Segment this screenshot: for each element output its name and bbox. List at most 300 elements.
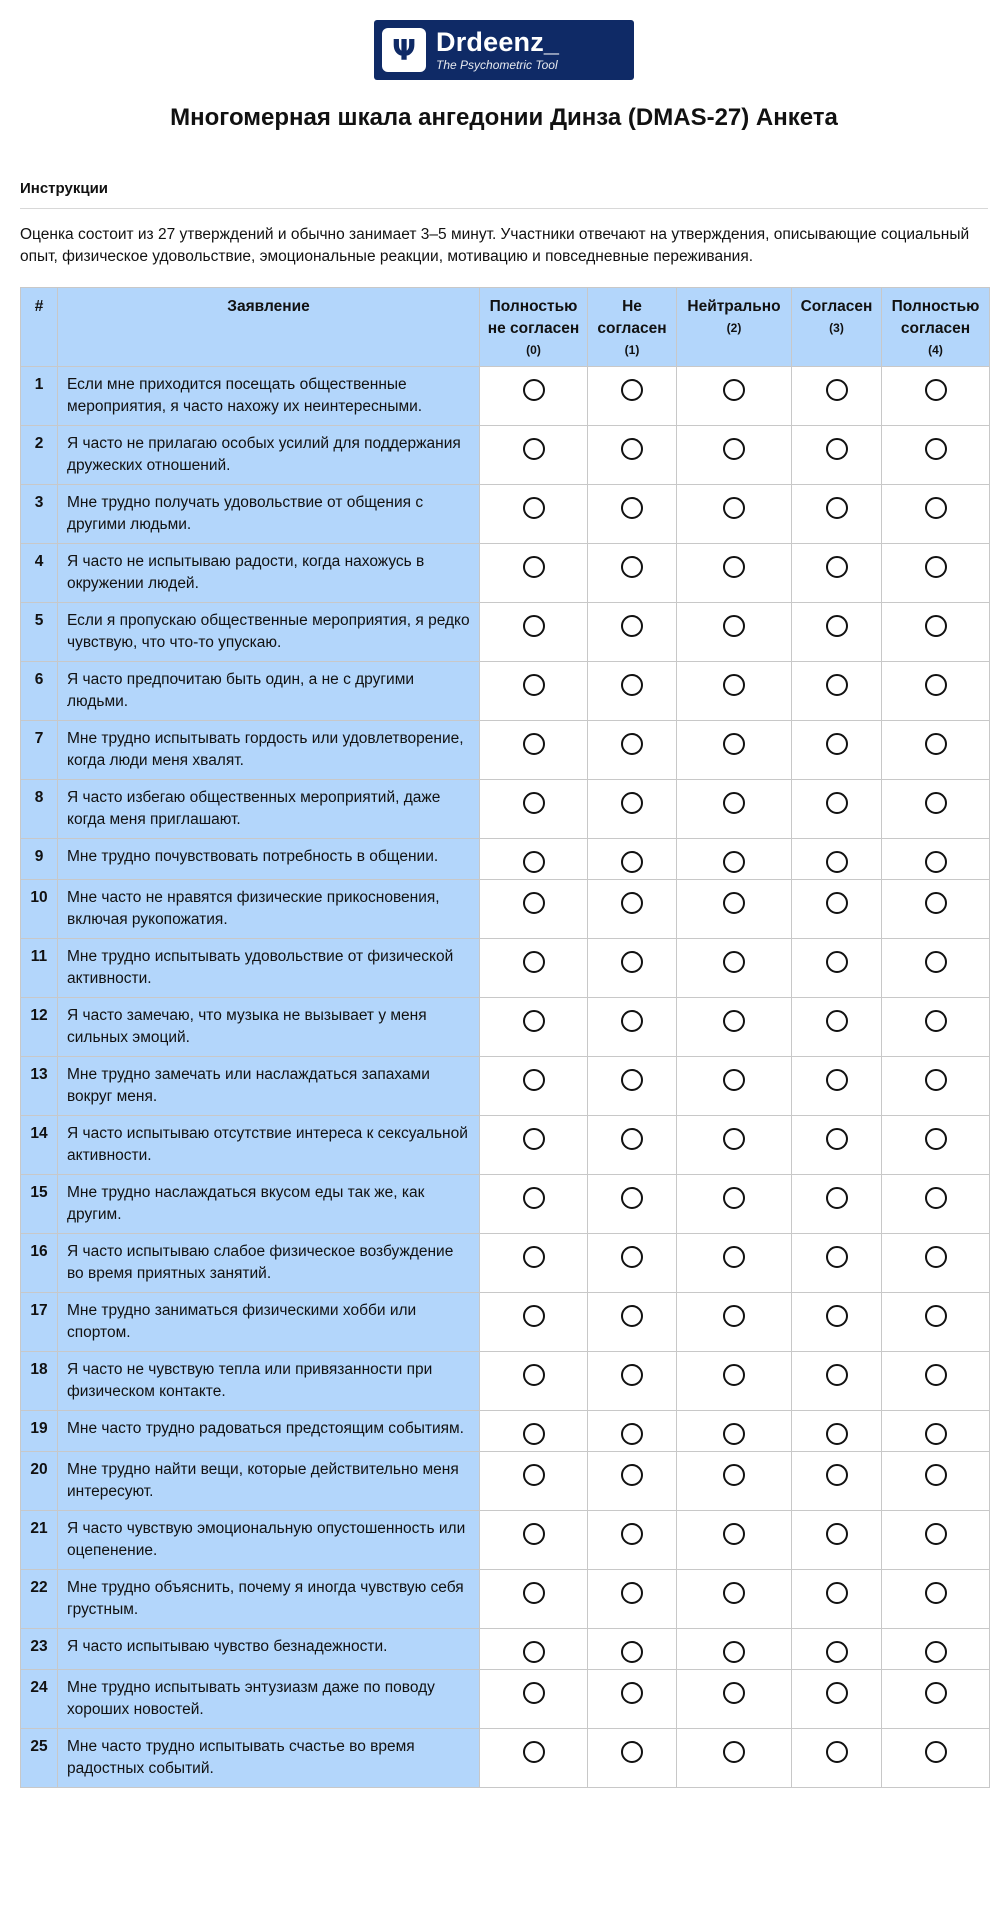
option-cell xyxy=(792,1670,882,1729)
option-cell xyxy=(882,1175,990,1234)
radio-option-4[interactable] xyxy=(925,1010,947,1032)
option-label: Нейтрально xyxy=(687,298,781,315)
option-cell xyxy=(677,485,792,544)
radio-option-1[interactable] xyxy=(621,1741,643,1763)
radio-option-4[interactable] xyxy=(925,1187,947,1209)
item-number: 23 xyxy=(21,1629,58,1670)
radio-option-4[interactable] xyxy=(925,892,947,914)
option-code: (3) xyxy=(829,321,844,335)
radio-option-2[interactable] xyxy=(723,1641,745,1663)
option-cell xyxy=(480,1293,588,1352)
item-number: 21 xyxy=(21,1511,58,1570)
radio-option-0[interactable] xyxy=(523,1464,545,1486)
radio-option-3[interactable] xyxy=(826,892,848,914)
table-row xyxy=(21,1670,990,1729)
option-cell xyxy=(882,1629,990,1670)
radio-option-0[interactable] xyxy=(523,497,545,519)
statement-text: Я часто испытываю слабое физическое возбуждение во время приятных занятий. xyxy=(58,1234,480,1293)
radio-option-3[interactable] xyxy=(826,1305,848,1327)
radio-option-1[interactable] xyxy=(621,1464,643,1486)
option-cell xyxy=(677,721,792,780)
radio-option-0[interactable] xyxy=(523,379,545,401)
option-cell xyxy=(480,998,588,1057)
radio-option-3[interactable] xyxy=(826,733,848,755)
option-code: (2) xyxy=(726,321,742,335)
option-cell xyxy=(677,1511,792,1570)
option-cell xyxy=(588,367,677,426)
radio-option-3[interactable] xyxy=(826,1010,848,1032)
table-row xyxy=(21,1629,990,1670)
radio-option-0[interactable] xyxy=(523,1187,545,1209)
instructions-text: Оценка состоит из 27 утверждений и обычно занимает 3–5 минут. Участники отвечают на утверждения, описывающие социальный опыт, физическое удовольствие, эмоциональные реакции, мотивацию и повседневные переживания. xyxy=(20,226,970,265)
radio-option-4[interactable] xyxy=(925,1069,947,1091)
table-row xyxy=(21,1570,990,1629)
radio-option-4[interactable] xyxy=(925,792,947,814)
table-row xyxy=(21,1411,990,1452)
option-cell xyxy=(677,939,792,998)
option-cell xyxy=(480,426,588,485)
radio-option-2[interactable] xyxy=(723,1682,745,1704)
option-cell xyxy=(677,1452,792,1511)
option-cell xyxy=(677,603,792,662)
option-cell xyxy=(588,603,677,662)
radio-option-4[interactable] xyxy=(925,556,947,578)
option-code: (4) xyxy=(928,343,943,357)
item-number: 20 xyxy=(21,1452,58,1511)
brand-name: Drdeenz_ xyxy=(436,27,560,57)
option-cell xyxy=(480,939,588,998)
option-cell xyxy=(677,1670,792,1729)
option-cell xyxy=(588,1352,677,1411)
option-cell xyxy=(677,1057,792,1116)
item-number: 10 xyxy=(21,880,58,939)
option-cell xyxy=(882,426,990,485)
option-cell xyxy=(677,1116,792,1175)
statement-text: Если мне приходится посещать общественные мероприятия, я часто нахожу их неинтересными. xyxy=(58,367,480,426)
radio-option-4[interactable] xyxy=(925,1423,947,1445)
radio-option-1[interactable] xyxy=(621,1305,643,1327)
radio-option-2[interactable] xyxy=(723,674,745,696)
item-number: 14 xyxy=(21,1116,58,1175)
radio-option-1[interactable] xyxy=(621,497,643,519)
radio-option-0[interactable] xyxy=(523,792,545,814)
option-cell xyxy=(882,1116,990,1175)
radio-option-3[interactable] xyxy=(826,379,848,401)
radio-option-3[interactable] xyxy=(826,1523,848,1545)
radio-option-0[interactable] xyxy=(523,951,545,973)
table-row xyxy=(21,544,990,603)
option-cell xyxy=(480,1511,588,1570)
radio-option-1[interactable] xyxy=(621,951,643,973)
logo-container xyxy=(0,20,1008,80)
table-row xyxy=(21,780,990,839)
item-number: 16 xyxy=(21,1234,58,1293)
option-cell xyxy=(588,1234,677,1293)
radio-option-0[interactable] xyxy=(523,1741,545,1763)
item-number: 13 xyxy=(21,1057,58,1116)
instructions-heading: Инструкции xyxy=(20,180,109,197)
option-cell xyxy=(480,1352,588,1411)
radio-option-3[interactable] xyxy=(826,1682,848,1704)
statement-text: Мне трудно испытывать гордость или удовлетворение, когда люди меня хвалят. xyxy=(58,721,480,780)
radio-option-4[interactable] xyxy=(925,851,947,873)
radio-option-4[interactable] xyxy=(925,1523,947,1545)
item-number: 11 xyxy=(21,939,58,998)
radio-option-0[interactable] xyxy=(523,615,545,637)
radio-option-3[interactable] xyxy=(826,556,848,578)
option-cell xyxy=(588,1057,677,1116)
radio-option-1[interactable] xyxy=(621,1682,643,1704)
option-cell xyxy=(480,780,588,839)
radio-option-4[interactable] xyxy=(925,951,947,973)
radio-option-1[interactable] xyxy=(621,438,643,460)
option-cell xyxy=(480,1729,588,1788)
option-cell xyxy=(882,1057,990,1116)
option-cell xyxy=(792,1729,882,1788)
radio-option-2[interactable] xyxy=(723,1128,745,1150)
radio-option-3[interactable] xyxy=(826,1641,848,1663)
radio-option-2[interactable] xyxy=(723,851,745,873)
option-cell xyxy=(480,367,588,426)
option-cell xyxy=(792,662,882,721)
table-row xyxy=(21,367,990,426)
option-cell xyxy=(792,1057,882,1116)
radio-option-1[interactable] xyxy=(621,1364,643,1386)
radio-option-1[interactable] xyxy=(621,379,643,401)
radio-option-4[interactable] xyxy=(925,733,947,755)
option-cell xyxy=(480,485,588,544)
radio-option-0[interactable] xyxy=(523,1364,545,1386)
option-cell xyxy=(677,1729,792,1788)
item-number: 17 xyxy=(21,1293,58,1352)
radio-option-0[interactable] xyxy=(523,1682,545,1704)
table-row xyxy=(21,662,990,721)
radio-option-3[interactable] xyxy=(826,1246,848,1268)
item-number: 18 xyxy=(21,1352,58,1411)
option-cell xyxy=(588,485,677,544)
option-cell xyxy=(677,367,792,426)
option-cell xyxy=(677,1234,792,1293)
radio-option-3[interactable] xyxy=(826,1187,848,1209)
statement-text: Я часто испытываю отсутствие интереса к сексуальной активности. xyxy=(58,1116,480,1175)
table-row xyxy=(21,1234,990,1293)
radio-option-1[interactable] xyxy=(621,1187,643,1209)
radio-option-4[interactable] xyxy=(925,1128,947,1150)
option-cell xyxy=(882,1234,990,1293)
radio-option-0[interactable] xyxy=(523,1069,545,1091)
radio-option-2[interactable] xyxy=(723,1069,745,1091)
statement-text: Мне трудно получать удовольствие от общения с другими людьми. xyxy=(58,485,480,544)
radio-option-0[interactable] xyxy=(523,1010,545,1032)
radio-option-1[interactable] xyxy=(621,556,643,578)
radio-option-4[interactable] xyxy=(925,497,947,519)
option-header-4 xyxy=(882,288,990,367)
radio-option-0[interactable] xyxy=(523,1523,545,1545)
radio-option-2[interactable] xyxy=(723,1464,745,1486)
option-cell xyxy=(588,1452,677,1511)
radio-option-1[interactable] xyxy=(621,1582,643,1604)
item-number: 3 xyxy=(21,485,58,544)
statement-text: Мне трудно найти вещи, которые действительно меня интересуют. xyxy=(58,1452,480,1511)
radio-option-2[interactable] xyxy=(723,438,745,460)
table-row xyxy=(21,426,990,485)
option-cell xyxy=(677,1570,792,1629)
option-cell xyxy=(677,1411,792,1452)
radio-option-2[interactable] xyxy=(723,615,745,637)
radio-option-0[interactable] xyxy=(523,733,545,755)
option-cell xyxy=(882,939,990,998)
table-row xyxy=(21,1175,990,1234)
radio-option-0[interactable] xyxy=(523,851,545,873)
radio-option-2[interactable] xyxy=(723,733,745,755)
statement-text: Мне трудно заниматься физическими хобби или спортом. xyxy=(58,1293,480,1352)
psi-icon: Ψ xyxy=(382,28,426,72)
radio-option-3[interactable] xyxy=(826,1364,848,1386)
option-label: Не согласен xyxy=(597,298,667,337)
option-cell xyxy=(792,1175,882,1234)
radio-option-4[interactable] xyxy=(925,1364,947,1386)
num-header: # xyxy=(21,288,58,367)
option-label: Полностью согласен xyxy=(891,298,980,337)
radio-option-2[interactable] xyxy=(723,1187,745,1209)
radio-option-2[interactable] xyxy=(723,1246,745,1268)
option-cell xyxy=(677,1352,792,1411)
option-cell xyxy=(588,1293,677,1352)
radio-option-3[interactable] xyxy=(826,951,848,973)
option-cell xyxy=(677,662,792,721)
option-cell xyxy=(480,880,588,939)
radio-option-4[interactable] xyxy=(925,1682,947,1704)
option-cell xyxy=(882,1729,990,1788)
option-cell xyxy=(588,998,677,1057)
statement-text: Мне трудно испытывать энтузиазм даже по поводу хороших новостей. xyxy=(58,1670,480,1729)
radio-option-1[interactable] xyxy=(621,1523,643,1545)
radio-option-1[interactable] xyxy=(621,615,643,637)
option-cell xyxy=(677,426,792,485)
option-cell xyxy=(480,839,588,880)
radio-option-1[interactable] xyxy=(621,1641,643,1663)
radio-option-3[interactable] xyxy=(826,438,848,460)
option-cell xyxy=(882,1293,990,1352)
statement-text: Я часто замечаю, что музыка не вызывает у меня сильных эмоций. xyxy=(58,998,480,1057)
radio-option-1[interactable] xyxy=(621,792,643,814)
table-row xyxy=(21,1452,990,1511)
option-cell xyxy=(882,1452,990,1511)
table-row xyxy=(21,1116,990,1175)
option-header-1 xyxy=(588,288,677,367)
radio-option-0[interactable] xyxy=(523,1582,545,1604)
option-header-0 xyxy=(480,288,588,367)
radio-option-1[interactable] xyxy=(621,1423,643,1445)
option-cell xyxy=(882,880,990,939)
option-cell xyxy=(882,603,990,662)
radio-option-2[interactable] xyxy=(723,1364,745,1386)
radio-option-3[interactable] xyxy=(826,1741,848,1763)
radio-option-1[interactable] xyxy=(621,1246,643,1268)
radio-option-2[interactable] xyxy=(723,1305,745,1327)
option-cell xyxy=(792,544,882,603)
option-cell xyxy=(677,1175,792,1234)
radio-option-2[interactable] xyxy=(723,1010,745,1032)
item-number: 2 xyxy=(21,426,58,485)
table-row xyxy=(21,939,990,998)
radio-option-1[interactable] xyxy=(621,1128,643,1150)
questionnaire-table xyxy=(20,287,990,1788)
radio-option-0[interactable] xyxy=(523,1305,545,1327)
radio-option-2[interactable] xyxy=(723,379,745,401)
radio-option-4[interactable] xyxy=(925,1246,947,1268)
radio-option-4[interactable] xyxy=(925,1464,947,1486)
table-header-row xyxy=(21,288,990,367)
radio-option-2[interactable] xyxy=(723,1741,745,1763)
radio-option-1[interactable] xyxy=(621,892,643,914)
radio-option-4[interactable] xyxy=(925,1582,947,1604)
option-cell xyxy=(480,603,588,662)
radio-option-1[interactable] xyxy=(621,851,643,873)
radio-option-0[interactable] xyxy=(523,1423,545,1445)
radio-option-2[interactable] xyxy=(723,497,745,519)
table-row xyxy=(21,839,990,880)
option-cell xyxy=(677,780,792,839)
option-cell xyxy=(588,1629,677,1670)
option-label: Согласен xyxy=(800,298,873,315)
radio-option-3[interactable] xyxy=(826,1423,848,1445)
option-cell xyxy=(792,721,882,780)
radio-option-3[interactable] xyxy=(826,615,848,637)
item-number: 9 xyxy=(21,839,58,880)
statement-text: Я часто предпочитаю быть один, а не с другими людьми. xyxy=(58,662,480,721)
radio-option-3[interactable] xyxy=(826,851,848,873)
option-cell xyxy=(792,367,882,426)
radio-option-0[interactable] xyxy=(523,1128,545,1150)
option-cell xyxy=(792,1352,882,1411)
option-cell xyxy=(588,1670,677,1729)
radio-option-3[interactable] xyxy=(826,1464,848,1486)
option-cell xyxy=(792,1570,882,1629)
page-title: Многомерная шкала ангедонии Динза (DMAS-27) Анкета xyxy=(170,104,838,131)
option-cell xyxy=(588,544,677,603)
radio-option-3[interactable] xyxy=(826,497,848,519)
option-cell xyxy=(882,1670,990,1729)
statement-text: Я часто не испытываю радости, когда нахожусь в окружении людей. xyxy=(58,544,480,603)
item-number: 25 xyxy=(21,1729,58,1788)
radio-option-1[interactable] xyxy=(621,1010,643,1032)
option-cell xyxy=(792,1511,882,1570)
option-cell xyxy=(588,1511,677,1570)
option-cell xyxy=(882,721,990,780)
radio-option-2[interactable] xyxy=(723,1523,745,1545)
radio-option-0[interactable] xyxy=(523,892,545,914)
radio-option-3[interactable] xyxy=(826,1069,848,1091)
section-divider xyxy=(20,208,988,209)
option-cell xyxy=(480,1629,588,1670)
option-cell xyxy=(480,1452,588,1511)
table-row xyxy=(21,880,990,939)
item-number: 22 xyxy=(21,1570,58,1629)
statement-text: Я часто не прилагаю особых усилий для поддержания дружеских отношений. xyxy=(58,426,480,485)
table-row xyxy=(21,1352,990,1411)
radio-option-3[interactable] xyxy=(826,792,848,814)
radio-option-2[interactable] xyxy=(723,892,745,914)
option-cell xyxy=(882,1411,990,1452)
option-cell xyxy=(480,1116,588,1175)
radio-option-4[interactable] xyxy=(925,674,947,696)
radio-option-1[interactable] xyxy=(621,674,643,696)
radio-option-2[interactable] xyxy=(723,951,745,973)
option-cell xyxy=(792,1452,882,1511)
item-number: 4 xyxy=(21,544,58,603)
radio-option-4[interactable] xyxy=(925,379,947,401)
table-row xyxy=(21,1511,990,1570)
table-row xyxy=(21,603,990,662)
option-cell xyxy=(792,880,882,939)
option-cell xyxy=(588,426,677,485)
option-cell xyxy=(882,1511,990,1570)
item-number: 12 xyxy=(21,998,58,1057)
statement-text: Я часто избегаю общественных мероприятий, даже когда меня приглашают. xyxy=(58,780,480,839)
radio-option-3[interactable] xyxy=(826,674,848,696)
option-cell xyxy=(792,426,882,485)
radio-option-3[interactable] xyxy=(826,1582,848,1604)
statement-text: Мне трудно объяснить, почему я иногда чувствую себя грустным. xyxy=(58,1570,480,1629)
radio-option-0[interactable] xyxy=(523,556,545,578)
option-cell xyxy=(480,1670,588,1729)
option-cell xyxy=(882,1352,990,1411)
statement-text: Мне часто не нравятся физические прикосновения, включая рукопожатия. xyxy=(58,880,480,939)
radio-option-1[interactable] xyxy=(621,1069,643,1091)
radio-option-4[interactable] xyxy=(925,1305,947,1327)
radio-option-2[interactable] xyxy=(723,1423,745,1445)
option-cell xyxy=(882,839,990,880)
radio-option-4[interactable] xyxy=(925,1741,947,1763)
option-cell xyxy=(882,485,990,544)
option-cell xyxy=(882,998,990,1057)
radio-option-0[interactable] xyxy=(523,674,545,696)
option-cell xyxy=(677,998,792,1057)
radio-option-4[interactable] xyxy=(925,438,947,460)
statement-text: Мне часто трудно испытывать счастье во время радостных событий. xyxy=(58,1729,480,1788)
option-cell xyxy=(677,1293,792,1352)
radio-option-4[interactable] xyxy=(925,1641,947,1663)
option-code: (1) xyxy=(624,343,640,357)
item-number: 5 xyxy=(21,603,58,662)
option-cell xyxy=(480,1234,588,1293)
radio-option-3[interactable] xyxy=(826,1128,848,1150)
table-row xyxy=(21,1729,990,1788)
radio-option-2[interactable] xyxy=(723,1582,745,1604)
radio-option-4[interactable] xyxy=(925,615,947,637)
option-cell xyxy=(677,1629,792,1670)
radio-option-0[interactable] xyxy=(523,1641,545,1663)
table-row xyxy=(21,998,990,1057)
option-cell xyxy=(588,721,677,780)
option-cell xyxy=(882,544,990,603)
radio-option-0[interactable] xyxy=(523,1246,545,1268)
option-cell xyxy=(480,1411,588,1452)
statement-text: Мне трудно наслаждаться вкусом еды так же, как другим. xyxy=(58,1175,480,1234)
statement-text: Мне трудно замечать или наслаждаться запахами вокруг меня. xyxy=(58,1057,480,1116)
item-number: 7 xyxy=(21,721,58,780)
radio-option-0[interactable] xyxy=(523,438,545,460)
option-code: (0) xyxy=(526,343,541,357)
radio-option-2[interactable] xyxy=(723,556,745,578)
table-row xyxy=(21,1057,990,1116)
option-cell xyxy=(588,780,677,839)
table-row xyxy=(21,721,990,780)
radio-option-1[interactable] xyxy=(621,733,643,755)
item-number: 1 xyxy=(21,367,58,426)
radio-option-2[interactable] xyxy=(723,792,745,814)
